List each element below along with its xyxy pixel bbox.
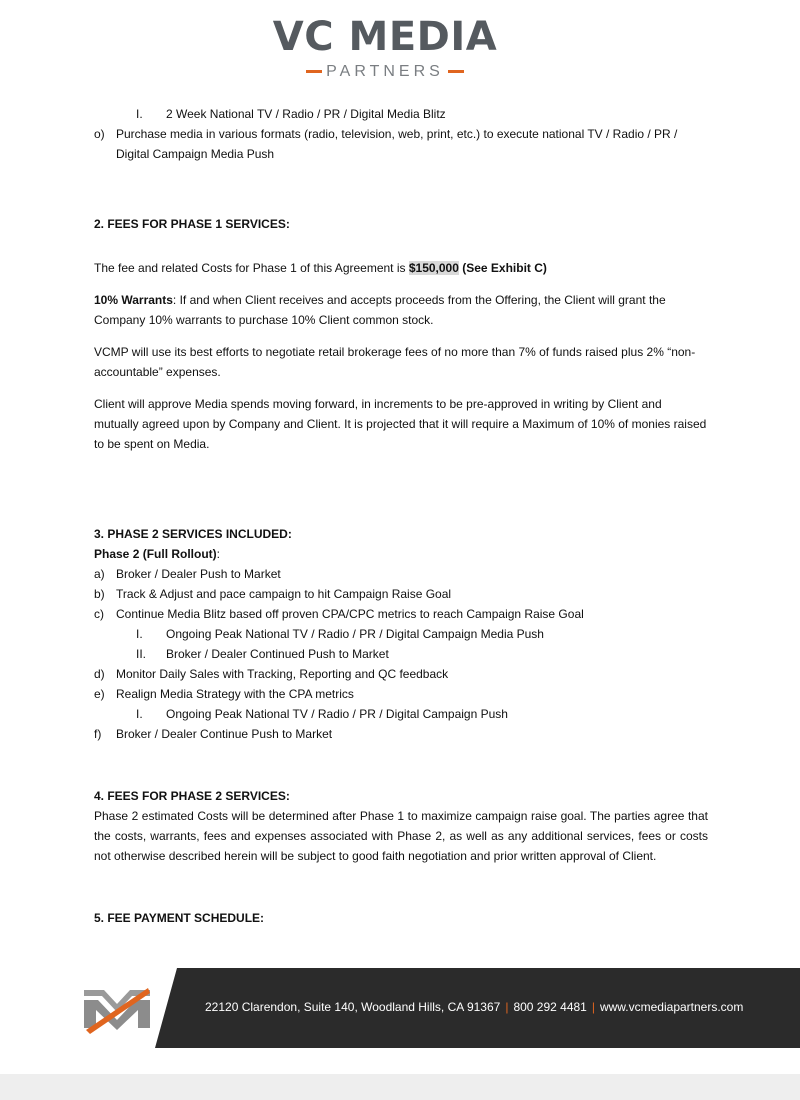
fee-amount: $150,000 [408,261,459,275]
brokerage-paragraph: VCMP will use its best efforts to negotiate retail brokerage fees of no more than 7% of funds raised plus 2% “non-accountable” expenses. [94,345,696,379]
fee-exhibit: (See Exhibit C) [458,261,547,275]
footer-phone: 800 292 4481 [513,1000,587,1014]
list-marker: f) [94,727,102,741]
logo-title: VC MEDIA [272,14,498,60]
list-marker: I. [136,627,143,641]
list-item [94,664,708,684]
logo-dash-left [306,70,322,73]
warrants-label: 10% Warrants [94,293,173,307]
list-marker: d) [94,667,105,681]
list-marker: I. [136,107,143,121]
logo-subtitle [0,62,770,82]
list-text: Continue Media Blitz based off proven CPA/CPC metrics to reach Campaign Raise Goal [116,607,584,621]
logo-subtitle-text: PARTNERS [326,63,444,80]
list-marker: a) [94,567,105,581]
footer-separator: | [505,1000,509,1014]
section-heading: 4. FEES FOR PHASE 2 SERVICES: [94,789,290,803]
list-item [94,684,708,704]
list-text: Realign Media Strategy with the CPA metrics [116,687,354,701]
fee-paragraph [94,258,708,278]
footer-separator: | [591,1000,595,1014]
list-marker: I. [136,707,143,721]
media-paragraph: Client will approve Media spends moving forward, in increments to be pre-approved in writing by Client and mutually agreed upon by Company and Client. It is projected that it will require a Maximum of 10% of monies raised to be spent on Media. [94,397,707,451]
footer-contact [205,1000,743,1014]
list-item [94,584,708,604]
list-item [94,624,708,644]
list-text: Monitor Daily Sales with Tracking, Reporting and QC feedback [116,667,449,681]
list-marker: e) [94,687,105,701]
section-heading: 5. FEE PAYMENT SCHEDULE: [94,911,265,925]
list-text: Ongoing Peak National TV / Radio / PR / Digital Campaign Push [166,707,508,721]
list-text: Ongoing Peak National TV / Radio / PR / Digital Campaign Media Push [166,627,544,641]
section-heading: 3. PHASE 2 SERVICES INCLUDED: [94,527,292,541]
footer-website[interactable]: www.vcmediapartners.com [599,1000,744,1014]
list-item [94,604,708,624]
phase2-fees-paragraph: Phase 2 estimated Costs will be determined after Phase 1 to maximize campaign raise goal. The parties agree that the costs, warrants, fees and expenses associated with Phase 2, as well as any additional services, fees or costs not otherwise described herein will be subject to good faith negotiation and prior written approval of Client. [94,809,708,863]
list-text: 2 Week National TV / Radio / PR / Digital Media Blitz [166,107,446,121]
subheading-colon: : [216,547,221,561]
list-text: Track & Adjust and pace campaign to hit Campaign Raise Goal [116,587,452,601]
list-text: Broker / Dealer Push to Market [116,567,281,581]
list-item [94,564,708,584]
list-marker: c) [94,607,104,621]
document-body [94,104,708,928]
section-heading: 2. FEES FOR PHASE 1 SERVICES: [94,217,290,231]
footer-logo-icon [82,984,152,1039]
warrants-paragraph [94,290,708,330]
page-bottom-edge [0,1074,800,1100]
section-subheading [94,544,708,564]
list-item [94,724,708,744]
page-footer [0,968,800,1048]
list-marker: II. [136,647,147,661]
list-item [94,124,708,164]
company-logo [0,14,770,82]
fee-text: The fee and related Costs for Phase 1 of this Agreement is [94,261,409,275]
list-marker: b) [94,587,105,601]
logo-dash-right [448,70,464,73]
list-item [94,704,708,724]
warrants-text: : If and when Client receives and accepts proceeds from the Offering, the Client will grant the Company 10% warrants to purchase 10% Client common stock. [94,293,666,327]
list-item [94,644,708,664]
footer-address: 22120 Clarendon, Suite 140, Woodland Hills, CA 91367 [205,1000,501,1014]
list-text: Broker / Dealer Continue Push to Market [116,727,333,741]
list-text: Broker / Dealer Continued Push to Market [166,647,389,661]
list-item [94,104,708,124]
list-marker: o) [94,127,105,141]
subheading-text: Phase 2 (Full Rollout) [94,547,217,561]
list-text: Purchase media in various formats (radio, television, web, print, etc.) to execute national TV / Radio / PR / Digital Campaign Media Push [116,127,678,161]
